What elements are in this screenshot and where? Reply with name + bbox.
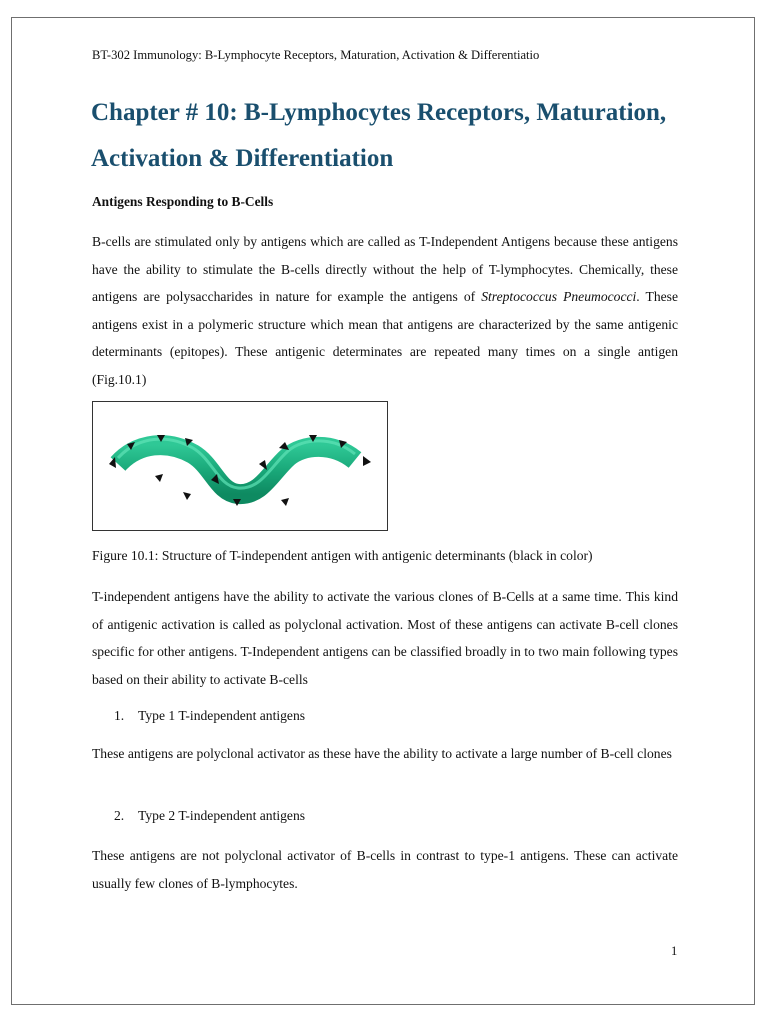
antigen-diagram xyxy=(93,402,387,530)
page-number: 1 xyxy=(671,944,678,958)
list-item-number: 2. xyxy=(114,808,125,823)
paragraph-polyclonal: T-independent antigens have the ability to activate the various clones of B-Cells at a same time. This kind of antigenic activation is called as polyclonal activation. Most of these antigens can activate B-cell clones specific for other antigens. T-Independent antigens can be classified broadly in to two main following types based on their ability to activate B-cells xyxy=(92,589,678,687)
paragraph-intro-species: Streptococcus Pneumococci xyxy=(481,289,637,305)
epitope-marker xyxy=(183,492,191,500)
list-item xyxy=(114,808,305,824)
epitope-marker xyxy=(281,498,289,506)
list-item-label: Type 2 T-independent antigens xyxy=(138,808,306,823)
document-page xyxy=(11,17,755,1005)
running-header: BT-302 Immunology: B-Lymphocyte Receptors, Maturation, Activation & Differentiatio xyxy=(92,48,540,62)
paragraph-intro-text-2: . These antigens exist in a polymeric structure which mean that antigens are characterized by the same antigenic determinants (epitopes). These antigenic determinates are repeated many times on a single antigen (Fig.10.1) xyxy=(92,289,678,387)
epitope-marker xyxy=(155,474,163,482)
chapter-title: Chapter # 10: B-Lymphocytes Receptors, Maturation, Activation & Differentiation xyxy=(91,99,667,172)
list-item-label: Type 1 T-independent antigens xyxy=(138,708,306,723)
paragraph-intro-text-1: B-cells are stimulated only by antigens which are called as T-Independent Antigens because these antigens have the ability to stimulate the B-cells directly without the help of T-lymphocytes. Chemically, these antigens are polysaccharides in nature for example the antigens of xyxy=(92,234,678,305)
section-heading: Antigens Responding to B-Cells xyxy=(92,194,274,209)
list-item xyxy=(114,708,305,724)
paragraph-type1: These antigens are polyclonal activator as these have the ability to activate a large number of B-cell clones xyxy=(92,746,672,761)
paragraph-intro xyxy=(92,228,678,394)
epitope-marker xyxy=(259,460,267,470)
epitope-marker xyxy=(363,456,371,466)
list-item-number: 1. xyxy=(114,708,125,723)
figure-antigen-structure xyxy=(92,401,388,531)
paragraph-type2: These antigens are not polyclonal activator of B-cells in contrast to type-1 antigens. These can activate usually few clones of B-lymphocytes. xyxy=(92,848,678,891)
figure-caption: Figure 10.1: Structure of T-independent antigen with antigenic determinants (black in color) xyxy=(92,548,593,563)
